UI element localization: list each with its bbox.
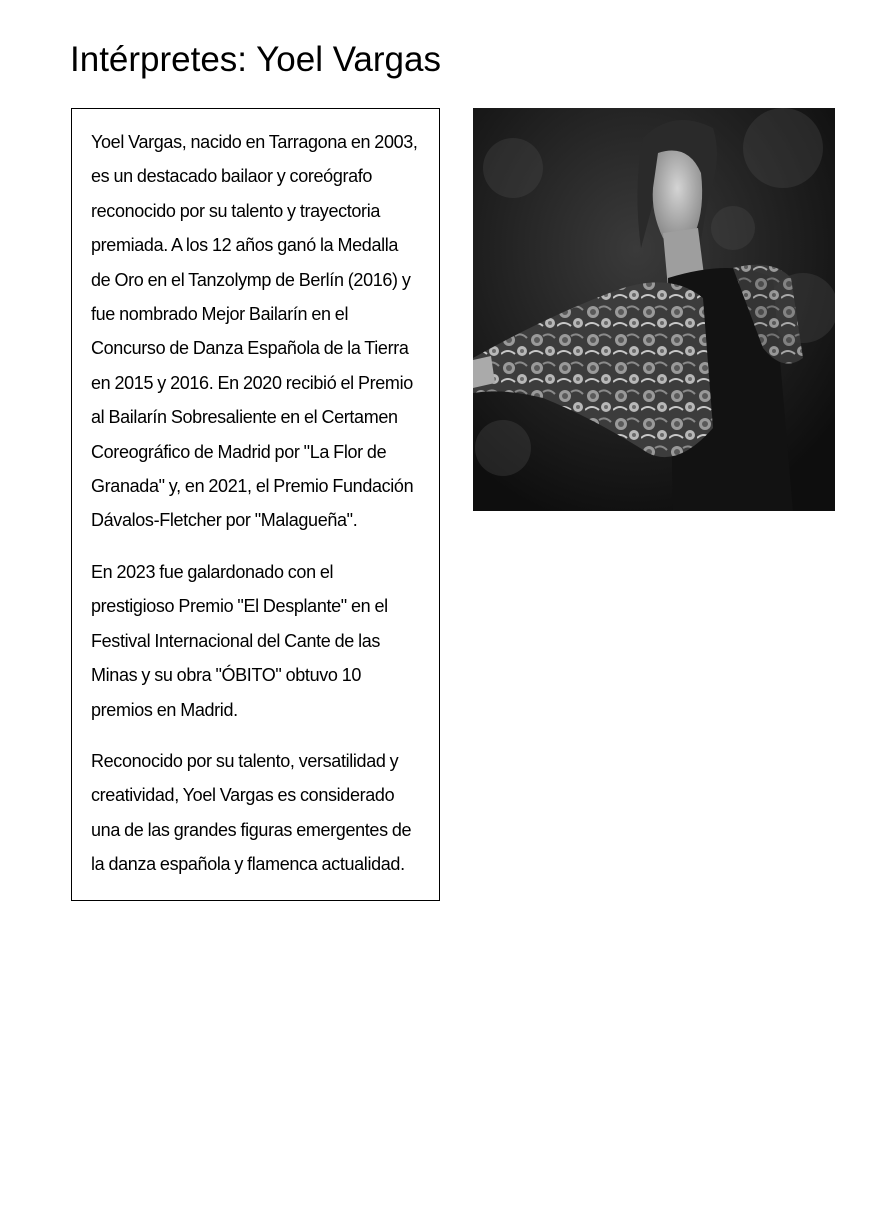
performer-photo-image bbox=[473, 108, 835, 511]
page-title: Intérpretes: Yoel Vargas bbox=[70, 40, 441, 79]
bio-paragraph-2: En 2023 fue galardonado con el prestigioso Premio "El Desplante" en el Festival Internacional del Cante de las Minas y su obra "ÓBITO" obtuvo 10 premios en Madrid. bbox=[91, 561, 388, 720]
performer-photo bbox=[473, 108, 835, 511]
bio-box bbox=[71, 108, 440, 901]
bio-paragraph-3: Reconocido por su talento, versatilidad y creatividad, Yoel Vargas es considerado una de las grandes figuras emergentes de la danza española y flamenca actualidad. bbox=[91, 750, 412, 875]
bio-paragraph-1: Yoel Vargas, nacido en Tarragona en 2003, es un destacado bailaor y coreógrafo reconocido por su talento y trayectoria premiada. A los 12 años ganó la Medalla de Oro en el Tanzolymp de Berlín (2016) y fue nombrado Mejor Bailarín en el Concurso de Danza Española de la Tierra en 2015 y 2016. En 2020 recibió el Premio al Bailarín Sobresaliente en el Certamen Coreográfico de Madrid por "La Flor de Granada" y, en 2021, el Premio Fundación Dávalos-Fletcher por "Malagueña". bbox=[91, 132, 418, 531]
